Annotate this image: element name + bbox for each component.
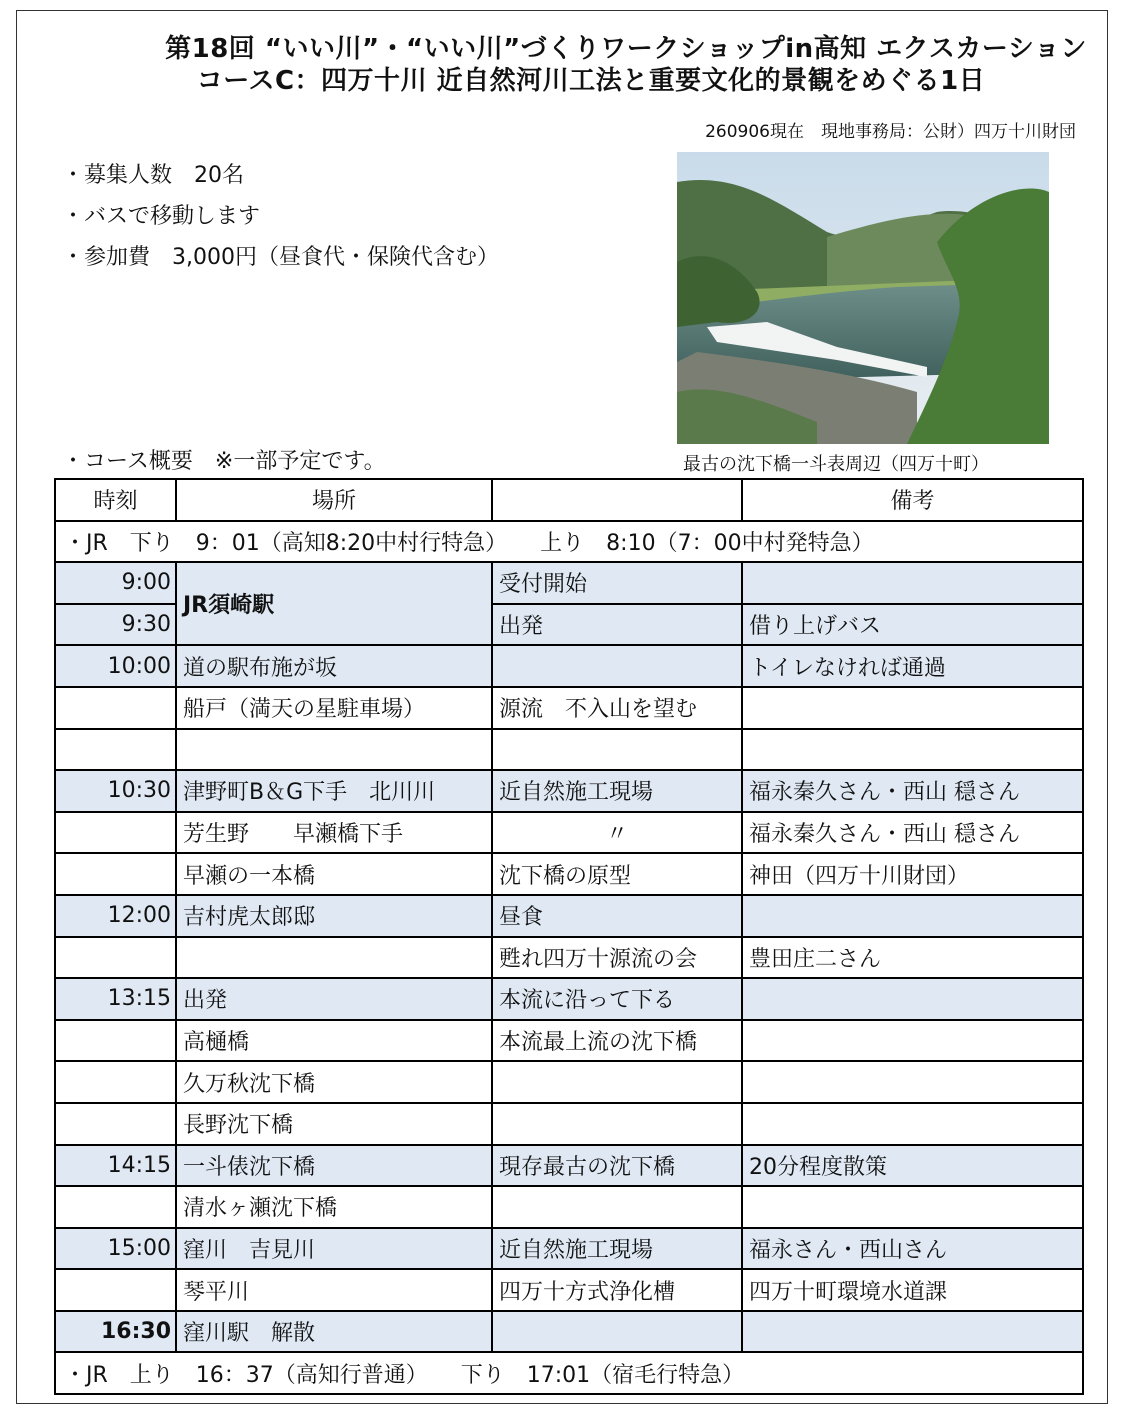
- row-activity: 本流に沿って下る: [492, 978, 742, 1020]
- row-note: トイレなければ通過: [742, 645, 1083, 687]
- table-row: [55, 1103, 1083, 1145]
- row-activity: 甦れ四万十源流の会: [492, 937, 742, 979]
- row-time: 10:00: [55, 645, 176, 687]
- table-row: [55, 645, 1083, 687]
- row-note: [742, 1020, 1083, 1062]
- row-place: 長野沈下橋: [176, 1103, 492, 1145]
- header-note: 備考: [742, 479, 1083, 521]
- row-note: [742, 978, 1083, 1020]
- table-row: [55, 812, 1083, 854]
- table-row: [55, 978, 1083, 1020]
- row-activity: [492, 1103, 742, 1145]
- table-row: [55, 770, 1083, 812]
- row-note: 四万十町環境水道課: [742, 1269, 1083, 1311]
- header-time: 時刻: [55, 479, 176, 521]
- row-place: 早瀬の一本橋: [176, 853, 492, 895]
- jr-arrival-info: ・JR 下り 9：01（高知8:20中村行特急） 上り 8:10（7：00中村発特急）: [55, 521, 1083, 563]
- photo-caption: 最古の沈下橋一斗表周辺（四万十町）: [683, 454, 989, 475]
- row-note: 豊田庄二さん: [742, 937, 1083, 979]
- row-activity: 現存最古の沈下橋: [492, 1145, 742, 1187]
- row-note: [742, 687, 1083, 729]
- row-note: 福永さん・西山さん: [742, 1228, 1083, 1270]
- row-time: [55, 937, 176, 979]
- row-time: 13:15: [55, 978, 176, 1020]
- table-row: [55, 1061, 1083, 1103]
- row-activity: [492, 1186, 742, 1228]
- row-note: 福永秦久さん・西山 穏さん: [742, 812, 1083, 854]
- row-activity: 受付開始: [492, 562, 742, 604]
- table-row: [55, 895, 1083, 937]
- river-photo: [677, 152, 1049, 444]
- row-place: [176, 729, 492, 771]
- row-time: [55, 1061, 176, 1103]
- schedule-table: [54, 478, 1084, 1395]
- row-place: 芳生野 早瀬橋下手: [176, 812, 492, 854]
- row-place: 一斗俵沈下橋: [176, 1145, 492, 1187]
- table-row: [55, 1311, 1083, 1353]
- row-time: 16:30: [55, 1311, 176, 1353]
- table-row: [55, 1269, 1083, 1311]
- bullet-capacity: ・募集人数 20名: [62, 163, 244, 188]
- row-time: 14:15: [55, 1145, 176, 1187]
- row-time: 9:00: [55, 562, 176, 604]
- row-activity: 近自然施工現場: [492, 1228, 742, 1270]
- header-place: 場所: [176, 479, 492, 521]
- jr-departure-info: ・JR 上り 16：37（高知行普通） 下り 17:01（宿毛行特急）: [55, 1352, 1083, 1394]
- row-time: [55, 729, 176, 771]
- table-row: [55, 1228, 1083, 1270]
- row-note: [742, 895, 1083, 937]
- row-activity: 昼食: [492, 895, 742, 937]
- table-row: [55, 1145, 1083, 1187]
- row-activity: 源流 不入山を望む: [492, 687, 742, 729]
- row-activity: 四万十方式浄化槽: [492, 1269, 742, 1311]
- row-note: [742, 562, 1083, 604]
- row-place: 久万秋沈下橋: [176, 1061, 492, 1103]
- row-note: 福永秦久さん・西山 穏さん: [742, 770, 1083, 812]
- row-place: [176, 937, 492, 979]
- row-place: 窪川駅 解散: [176, 1311, 492, 1353]
- row-place: 高樋橋: [176, 1020, 492, 1062]
- table-row: [55, 853, 1083, 895]
- row-activity: [492, 729, 742, 771]
- row-activity: 本流最上流の沈下橋: [492, 1020, 742, 1062]
- table-row: [55, 1186, 1083, 1228]
- row-time: 12:00: [55, 895, 176, 937]
- header-activity: [492, 479, 742, 521]
- row-place: JR須崎駅: [176, 562, 492, 645]
- row-activity: 〃: [492, 812, 742, 854]
- jr-departure-row: [55, 1352, 1083, 1394]
- row-place: 窪川 吉見川: [176, 1228, 492, 1270]
- row-time: [55, 812, 176, 854]
- row-time: 10:30: [55, 770, 176, 812]
- row-place: 清水ヶ瀬沈下橋: [176, 1186, 492, 1228]
- row-note: 神田（四万十川財団）: [742, 853, 1083, 895]
- row-time: [55, 853, 176, 895]
- row-note: [742, 1061, 1083, 1103]
- table-row: [55, 729, 1083, 771]
- row-note: [742, 729, 1083, 771]
- title-line-1: 第18回 “いい川”・“いい川”づくりワークショップin高知 エクスカーション: [165, 34, 1087, 64]
- row-place: 出発: [176, 978, 492, 1020]
- row-place: 船戸（満天の星駐車場）: [176, 687, 492, 729]
- row-place: 吉村虎太郎邸: [176, 895, 492, 937]
- table-row: [55, 687, 1083, 729]
- table-row: [55, 562, 1083, 604]
- row-place: 琴平川: [176, 1269, 492, 1311]
- bullet-fee: ・参加費 3,000円（昼食代・保険代含む）: [62, 245, 499, 270]
- row-note: [742, 1103, 1083, 1145]
- row-activity: 沈下橋の原型: [492, 853, 742, 895]
- row-activity: 近自然施工現場: [492, 770, 742, 812]
- row-activity: [492, 1061, 742, 1103]
- as-of-note: 260906現在 現地事務局：公財）四万十川財団: [705, 122, 1076, 142]
- title-line-2: コースC：四万十川 近自然河川工法と重要文化的景観をめぐる1日: [196, 66, 986, 96]
- table-row: [55, 937, 1083, 979]
- row-note: 20分程度散策: [742, 1145, 1083, 1187]
- row-note: [742, 1186, 1083, 1228]
- row-time: 15:00: [55, 1228, 176, 1270]
- row-activity: [492, 1311, 742, 1353]
- row-time: [55, 1103, 176, 1145]
- row-activity: [492, 645, 742, 687]
- row-time: [55, 1020, 176, 1062]
- row-place: 津野町B＆G下手 北川川: [176, 770, 492, 812]
- row-activity: 出発: [492, 604, 742, 646]
- row-time: 9:30: [55, 604, 176, 646]
- table-row: [55, 1020, 1083, 1062]
- row-note: [742, 1311, 1083, 1353]
- jr-arrival-row: [55, 521, 1083, 563]
- course-outline-label: ・コース概要 ※一部予定です。: [62, 449, 386, 474]
- row-time: [55, 1186, 176, 1228]
- row-time: [55, 1269, 176, 1311]
- header-row: [55, 479, 1083, 521]
- row-note: 借り上げバス: [742, 604, 1083, 646]
- row-time: [55, 687, 176, 729]
- bullet-bus: ・バスで移動します: [62, 204, 261, 229]
- row-place: 道の駅布施が坂: [176, 645, 492, 687]
